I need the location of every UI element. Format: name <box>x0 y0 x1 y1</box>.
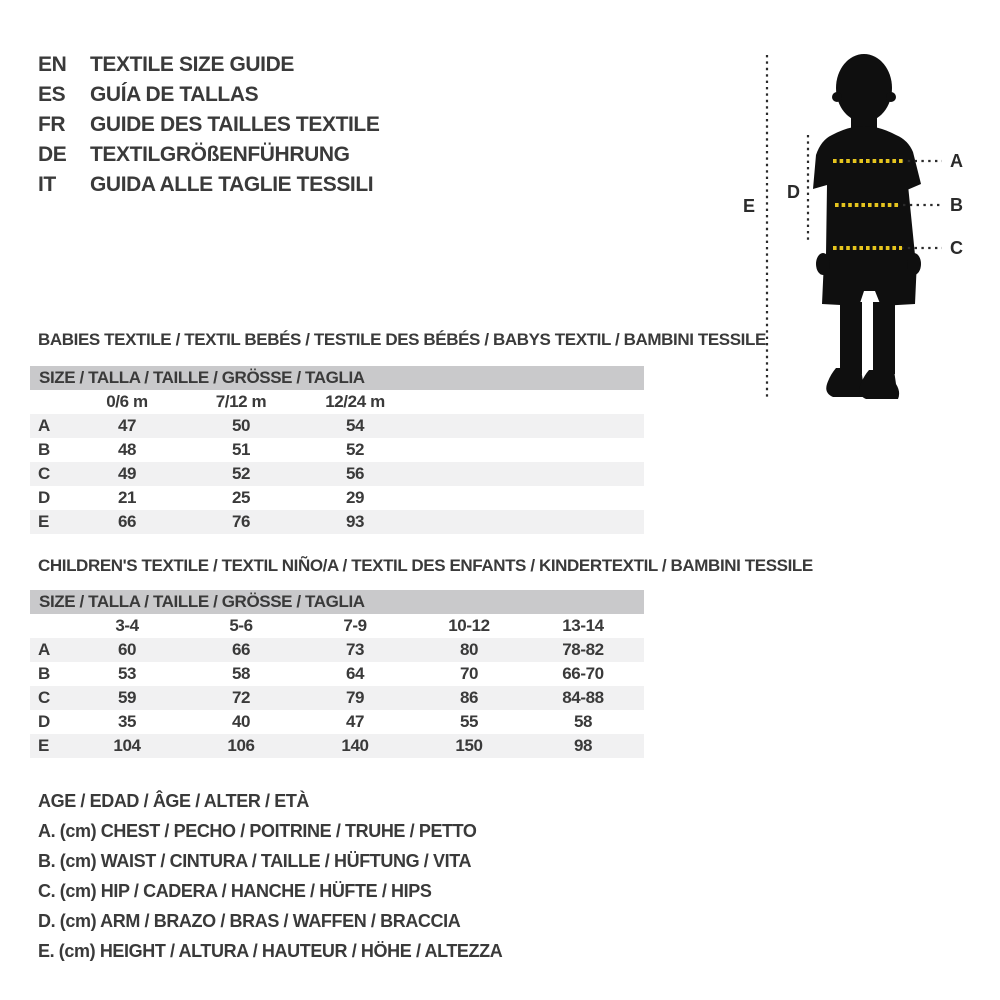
cell: 58 <box>231 664 251 683</box>
table-row <box>30 510 644 534</box>
language-row <box>38 110 379 140</box>
filler-cell <box>412 486 644 510</box>
row-label: B <box>38 664 50 683</box>
cell: 79 <box>345 688 365 707</box>
table-row <box>30 486 644 510</box>
children-column-header-row <box>30 614 644 638</box>
language-code: EN <box>38 53 67 76</box>
language-title: GUIDE DES TAILLES TEXTILE <box>90 113 380 136</box>
language-row <box>38 50 379 80</box>
cell: 72 <box>231 688 251 707</box>
cell: 52 <box>345 440 365 459</box>
cell: 66 <box>231 640 251 659</box>
cell: 98 <box>573 736 593 755</box>
language-code: FR <box>38 113 66 136</box>
language-row <box>38 140 379 170</box>
legend-height: E. (cm) HEIGHT / ALTURA / HAUTEUR / HÖHE / ALTEZZA <box>38 941 503 961</box>
arm-label-d: D <box>787 182 800 202</box>
row-label: D <box>38 488 50 507</box>
filler-cell <box>640 662 644 686</box>
cell: 64 <box>345 664 365 683</box>
column-header: 3-4 <box>115 616 139 635</box>
cell: 73 <box>345 640 365 659</box>
legend-chest: A. (cm) CHEST / PECHO / POITRINE / TRUHE / PETTO <box>38 821 477 841</box>
language-code: IT <box>38 173 56 196</box>
cell: 59 <box>117 688 137 707</box>
column-header: 10-12 <box>448 616 490 635</box>
language-title: GUÍA DE TALLAS <box>90 83 259 106</box>
filler-cell <box>640 734 644 758</box>
table-row <box>30 710 644 734</box>
column-header: 13-14 <box>562 616 604 635</box>
column-header: 5-6 <box>229 616 253 635</box>
table-row <box>30 414 644 438</box>
column-header: 0/6 m <box>106 392 148 411</box>
cell: 70 <box>459 664 479 683</box>
row-label: E <box>38 736 49 755</box>
cell: 60 <box>117 640 137 659</box>
waist-label-b: B <box>950 195 963 215</box>
babies-column-header-row <box>30 390 644 414</box>
children-section-title: CHILDREN'S TEXTILE / TEXTIL NIÑO/A / TEXTIL DES ENFANTS / KINDERTEXTIL / BAMBINI TESSILE <box>38 556 813 575</box>
cell: 150 <box>455 736 483 755</box>
table-row <box>30 662 644 686</box>
language-code: ES <box>38 83 66 106</box>
cell: 80 <box>459 640 479 659</box>
child-silhouette <box>813 54 921 399</box>
cell: 78-82 <box>562 640 604 659</box>
cell: 140 <box>341 736 369 755</box>
language-title: TEXTILE SIZE GUIDE <box>90 53 294 76</box>
filler-cell <box>412 390 644 414</box>
cell: 54 <box>345 416 365 435</box>
children-size-header-bar: SIZE / TALLA / TAILLE / GRÖSSE / TAGLIA <box>30 590 644 614</box>
babies-size-header-bar: SIZE / TALLA / TAILLE / GRÖSSE / TAGLIA <box>30 366 644 390</box>
babies-section-title: BABIES TEXTILE / TEXTIL BEBÉS / TESTILE DES BÉBÉS / BABYS TEXTIL / BAMBINI TESSILE <box>38 330 766 349</box>
filler-cell <box>640 614 644 638</box>
language-title: GUIDA ALLE TAGLIE TESSILI <box>90 173 374 196</box>
cell: 56 <box>345 464 365 483</box>
legend-hip: C. (cm) HIP / CADERA / HANCHE / HÜFTE / HIPS <box>38 881 432 901</box>
table-row <box>30 686 644 710</box>
cell: 49 <box>117 464 137 483</box>
cell: 51 <box>231 440 251 459</box>
row-label: C <box>38 464 50 483</box>
cell: 76 <box>231 512 251 531</box>
cell: 86 <box>459 688 479 707</box>
cell: 50 <box>231 416 251 435</box>
cell: 66-70 <box>562 664 604 683</box>
cell: 21 <box>117 488 137 507</box>
language-row <box>38 170 379 200</box>
cell: 48 <box>117 440 137 459</box>
filler-cell <box>640 686 644 710</box>
language-title: TEXTILGRÖßENFÜHRUNG <box>90 143 350 166</box>
legend-age: AGE / EDAD / ÂGE / ALTER / ETÀ <box>38 791 310 811</box>
table-row <box>30 734 644 758</box>
corner-cell <box>30 390 70 414</box>
cell: 66 <box>117 512 137 531</box>
row-label: A <box>38 640 50 659</box>
column-header: 7/12 m <box>215 392 267 411</box>
cell: 93 <box>345 512 365 531</box>
filler-cell <box>412 438 644 462</box>
filler-cell <box>412 414 644 438</box>
language-row <box>38 80 379 110</box>
table-row <box>30 638 644 662</box>
cell: 35 <box>117 712 137 731</box>
filler-cell <box>412 510 644 534</box>
filler-cell <box>412 462 644 486</box>
cell: 104 <box>113 736 141 755</box>
height-label-e: E <box>743 196 756 216</box>
cell: 53 <box>117 664 137 683</box>
language-title-list <box>38 50 379 200</box>
children-size-table <box>30 614 644 758</box>
table-row <box>30 462 644 486</box>
column-header: 12/24 m <box>325 392 385 411</box>
cell: 25 <box>231 488 251 507</box>
cell: 84-88 <box>562 688 604 707</box>
row-label: A <box>38 416 50 435</box>
corner-cell <box>30 614 70 638</box>
cell: 58 <box>573 712 593 731</box>
legend-waist: B. (cm) WAIST / CINTURA / TAILLE / HÜFTUNG / VITA <box>38 851 472 871</box>
filler-cell <box>640 710 644 734</box>
filler-cell <box>640 638 644 662</box>
cell: 55 <box>459 712 479 731</box>
child-silhouette-diagram <box>718 40 983 410</box>
chest-label-a: A <box>950 151 963 171</box>
row-label: E <box>38 512 49 531</box>
measurement-legend <box>38 786 502 966</box>
table-row <box>30 438 644 462</box>
cell: 106 <box>227 736 255 755</box>
row-label: B <box>38 440 50 459</box>
column-header: 7-9 <box>343 616 367 635</box>
cell: 40 <box>231 712 251 731</box>
language-code: DE <box>38 143 67 166</box>
cell: 47 <box>117 416 137 435</box>
babies-size-table <box>30 390 644 534</box>
cell: 47 <box>345 712 365 731</box>
hip-label-c: C <box>950 238 963 258</box>
cell: 52 <box>231 464 251 483</box>
cell: 29 <box>345 488 365 507</box>
row-label: D <box>38 712 50 731</box>
legend-arm: D. (cm) ARM / BRAZO / BRAS / WAFFEN / BRACCIA <box>38 911 461 931</box>
row-label: C <box>38 688 50 707</box>
